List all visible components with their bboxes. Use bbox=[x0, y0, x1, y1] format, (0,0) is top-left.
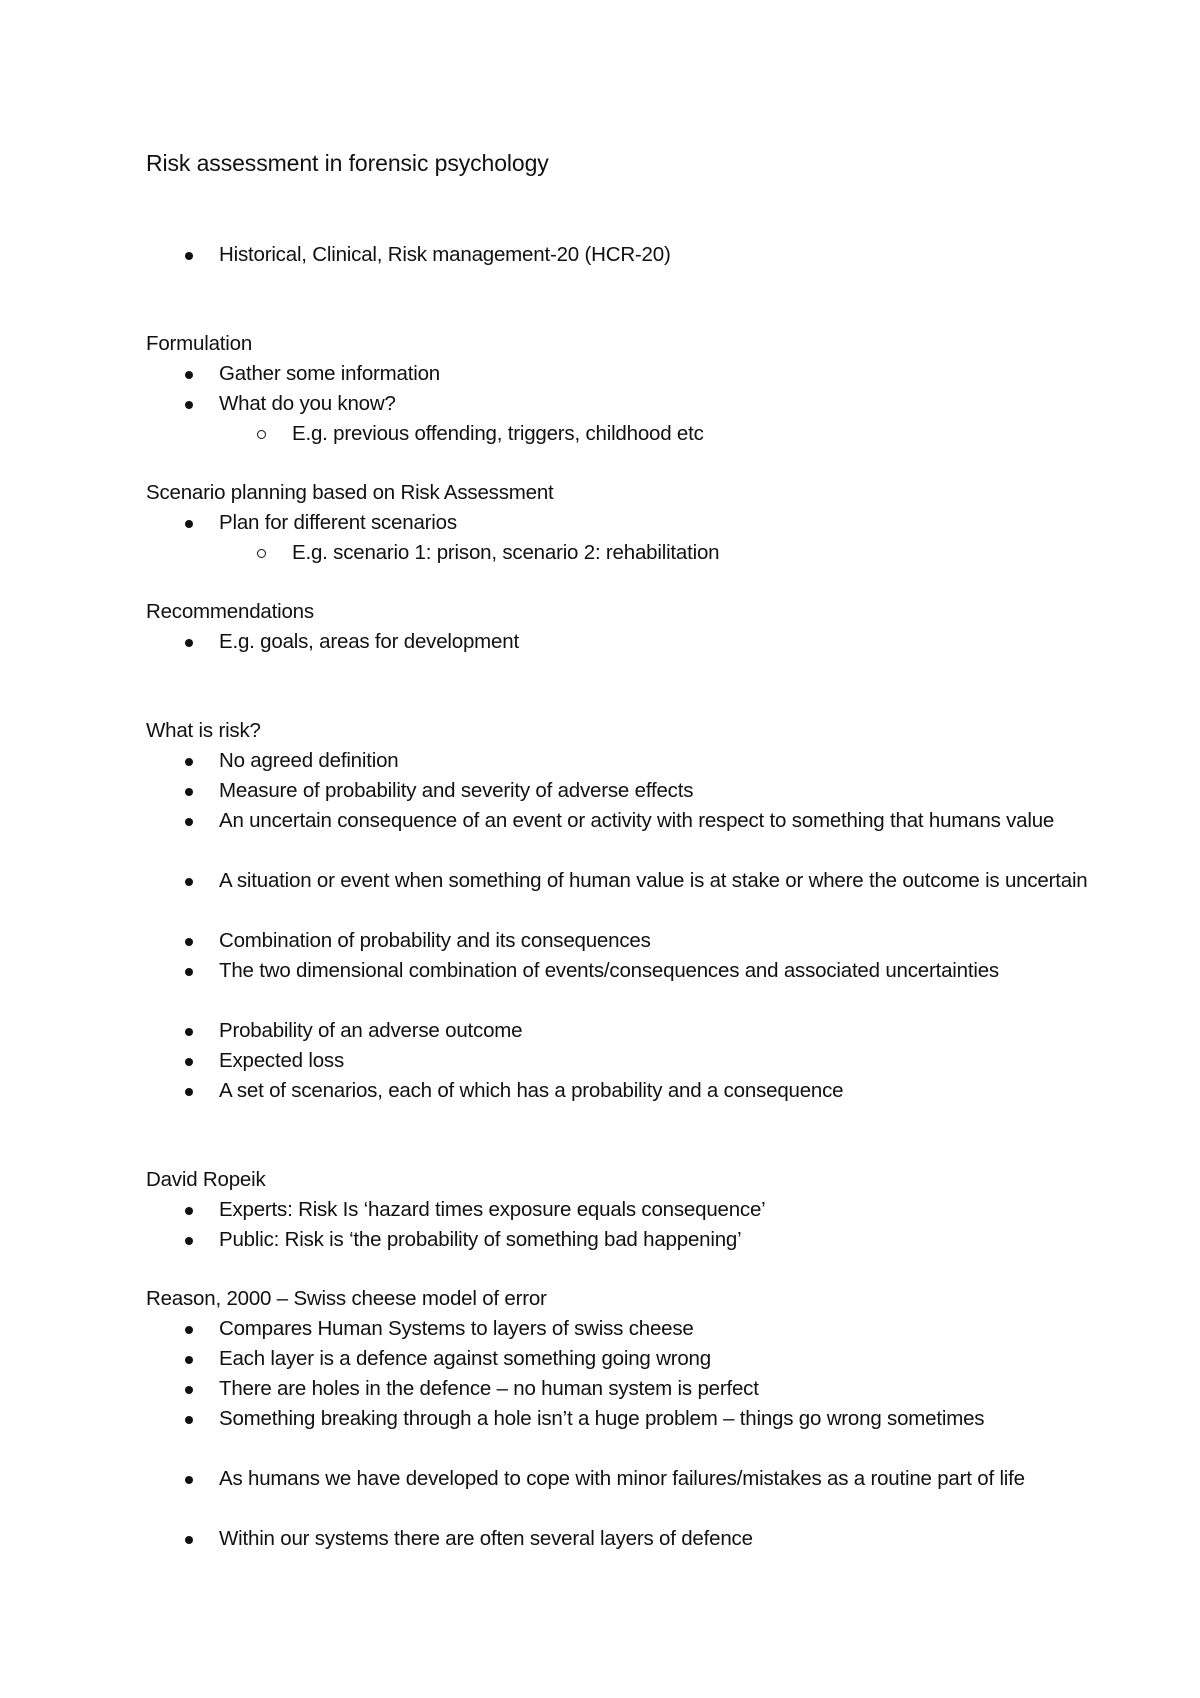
hollow-bullet-icon bbox=[257, 549, 266, 558]
bullet-icon bbox=[185, 1416, 193, 1424]
bullet-icon bbox=[185, 252, 193, 260]
bullet-icon bbox=[185, 520, 193, 528]
bullet-icon bbox=[185, 788, 193, 796]
section-heading-scenario-planning: Scenario planning based on Risk Assessment bbox=[146, 481, 554, 504]
section-heading-formulation: Formulation bbox=[146, 332, 253, 355]
bullet-icon bbox=[185, 1356, 193, 1364]
bullet-icon bbox=[185, 1326, 193, 1334]
bullet-icon bbox=[185, 1536, 193, 1544]
bullet-icon bbox=[185, 1088, 193, 1096]
hollow-bullet-icon bbox=[257, 430, 266, 439]
document-page: Risk assessment in forensic psychology Historical, Clinical, Risk management-20 (HCR-20) Formulation Gather some information What do you know? E.g. previous offending, triggers, childhood etc Scenario planning based on Risk Assessment Plan for different scenarios E.g. scenario 1: prison, scenario 2: rehabilitation Recommendations E.g. goals, areas for development What is risk? No agreed definition Measure of probability and severity of adverse effects An uncertain consequence of an event or activity with respect to something that humans value A situation or event when something of human value is at stake or where the outcome is uncertain Combination of probability and its consequences The two dimensional combination of events/consequences and associated uncertainties Probability of an adverse outcome Expected loss A set of scenarios, each of which has a probability and a consequence David Ropeik Experts: Risk Is ‘hazard times exposure equals consequence’ Public: Risk is ‘the probability of something bad happening’ Reason, 2000 – Swiss cheese model of error Compares Human Systems to layers of swiss cheese Each layer is a defence against something going wrong There are holes in the defence – no human system is perfect Something breaking through a hole isn’t a huge problem – things go wrong sometimes As humans we have developed to cope with minor failures/mistakes as a routine part of life Within our systems there are often several layers of defence bbox=[146, 150, 1088, 1550]
section-heading-what-is-risk: What is risk? bbox=[146, 719, 261, 742]
section-heading-recommendations: Recommendations bbox=[146, 600, 314, 623]
section-heading-swiss-cheese: Reason, 2000 – Swiss cheese model of error bbox=[146, 1287, 547, 1310]
bullet-icon bbox=[185, 401, 193, 409]
bullet-icon bbox=[185, 371, 193, 379]
bullet-icon bbox=[185, 968, 193, 976]
bullet-icon bbox=[185, 639, 193, 647]
section-heading-david-ropeik: David Ropeik bbox=[146, 1168, 266, 1191]
bullet-icon bbox=[185, 1207, 193, 1215]
bullet-icon bbox=[185, 758, 193, 766]
bullet-icon bbox=[185, 1476, 193, 1484]
bullet-icon bbox=[185, 938, 193, 946]
bullet-icon bbox=[185, 1028, 193, 1036]
bullet-icon bbox=[185, 878, 193, 886]
bullet-icon bbox=[185, 1237, 193, 1245]
bullet-icon bbox=[185, 818, 193, 826]
bullet-icon bbox=[185, 1058, 193, 1066]
bullet-icon bbox=[185, 1386, 193, 1394]
document-title: Risk assessment in forensic psychology bbox=[146, 150, 549, 176]
